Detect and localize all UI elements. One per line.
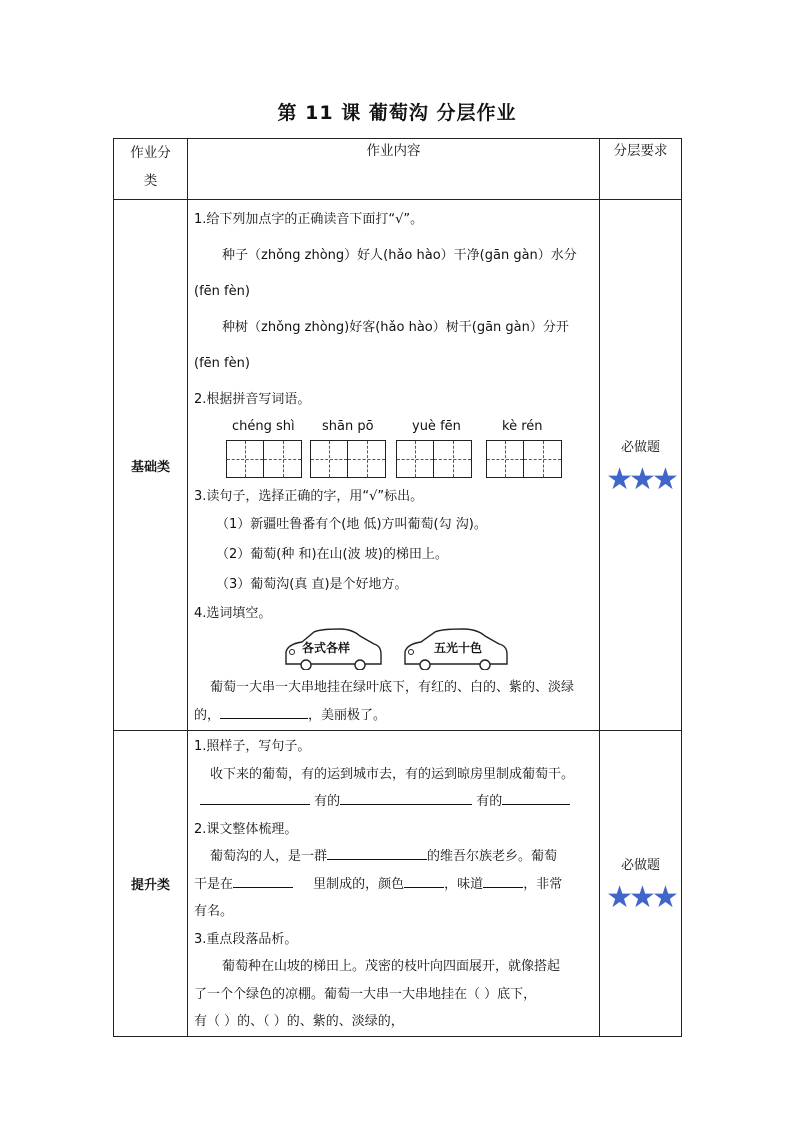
writing-grids (194, 440, 593, 484)
basic-content (188, 200, 600, 731)
adv-q3-p3: 有（ ）的、（ ）的、紫的、淡绿的， (194, 1014, 404, 1029)
fill-blank[interactable] (233, 873, 293, 888)
basic-q2-title: 2.根据拼音写词语。 (194, 392, 311, 407)
basic-requirement-label: 必做题 (620, 439, 660, 455)
adv-q1-you2: 有的 (476, 794, 503, 809)
advanced-requirement (600, 731, 682, 1037)
car-word-1: 各式各样 (302, 641, 351, 655)
fill-blank[interactable] (220, 704, 308, 719)
basic-q3-s1: （1）新疆吐鲁番有个(地 低)方叫葡萄(勾 沟)。 (216, 517, 487, 532)
basic-q3-s2: （2）葡萄(种 和)在山(波 坡)的梯田上。 (216, 547, 448, 562)
basic-q4-text2 (194, 702, 593, 730)
adv-q2-line2 (194, 871, 593, 899)
car-options (194, 628, 593, 674)
header-content: 作业内容 (188, 139, 600, 200)
fill-blank[interactable] (200, 790, 310, 805)
advanced-requirement-label: 必做题 (620, 857, 660, 873)
adv-q2-f: ，非常 (523, 876, 563, 892)
adv-q1-blanks (194, 788, 593, 816)
tian-grid-3[interactable] (396, 440, 472, 478)
fill-blank[interactable] (483, 873, 523, 888)
advanced-content (188, 731, 600, 1037)
fill-blank[interactable] (502, 790, 570, 805)
header-row (114, 139, 682, 200)
adv-q3-p2: 了一个个绿色的凉棚。葡萄一大串一大串地挂在（ ）底下， (194, 986, 537, 1002)
tian-grid-4[interactable] (486, 440, 562, 478)
pinyin-3: yuè fēn (412, 419, 461, 434)
tian-grid-2[interactable] (310, 440, 386, 478)
star-rating-icon: ★★★ (606, 461, 675, 497)
adv-q2-title: 2.课文整体梳理。 (194, 821, 298, 837)
pinyin-row (194, 418, 593, 440)
adv-q3-p1: 葡萄种在山坡的梯田上。茂密的枝叶向四面展开，就像搭起 (222, 959, 561, 974)
adv-q2-b: 的维吾尔族老乡。葡萄 (427, 849, 558, 864)
fill-blank[interactable] (404, 873, 444, 888)
pinyin-1: chéng shì (232, 419, 295, 434)
basic-q1-line3: 种树（zhǒng zhòng)好客(hǎo hào）树干(gān gàn）分开 (222, 320, 569, 335)
basic-q4-text2-a: 的， (194, 708, 221, 723)
basic-q1-line2: (fēn fèn) (194, 284, 250, 299)
header-requirement: 分层要求 (600, 139, 682, 200)
adv-q2-e: ，味道 (444, 876, 484, 892)
advanced-category: 提升类 (114, 731, 188, 1037)
fill-blank[interactable] (340, 790, 472, 805)
adv-q2-line3: 有名。 (194, 904, 234, 919)
adv-q1-title: 1.照样子，写句子。 (194, 739, 311, 754)
basic-q1-line1: 种子（zhǒng zhòng）好人(hǎo hào）干净(gān gàn）水分 (222, 248, 577, 263)
basic-q4-text1: 葡萄一大串一大串地挂在绿叶底下，有红的、白的、紫的、淡绿 (210, 680, 575, 695)
adv-q2-a: 葡萄沟的人，是一群 (210, 849, 328, 864)
basic-requirement (600, 200, 682, 731)
basic-row (114, 200, 682, 731)
page-title: 第 11 课 葡萄沟 分层作业 (277, 102, 517, 124)
basic-q1-title: 1.给下列加点字的正确读音下面打“√”。 (194, 212, 424, 227)
basic-q3-s3: （3）葡萄沟(真 直)是个好地方。 (216, 577, 408, 592)
adv-q3-title: 3.重点段落品析。 (194, 931, 298, 947)
star-rating-icon: ★★★ (606, 879, 675, 915)
homework-table (113, 138, 682, 1037)
adv-q1-you1: 有的 (314, 794, 341, 809)
car-word-2: 五光十色 (434, 641, 483, 655)
pinyin-2: shān pō (322, 419, 374, 434)
basic-q4-title: 4.选词填空。 (194, 606, 272, 621)
adv-q1-example: 收下来的葡萄，有的运到城市去，有的运到晾房里制成葡萄干。 (210, 766, 575, 782)
adv-q2-c: 干是在 (194, 876, 234, 892)
adv-q2-line1 (194, 843, 593, 871)
tian-grid-1[interactable] (226, 440, 302, 478)
basic-q4-text2-b: ，美丽极了。 (308, 708, 387, 723)
basic-q3-title: 3.读句子，选择正确的字，用“√”标出。 (194, 489, 424, 504)
pinyin-4: kè rén (502, 419, 543, 434)
basic-category: 基础类 (114, 200, 188, 731)
adv-q2-d: 里制成的，颜色 (313, 876, 405, 892)
basic-q1-line4: (fēn fèn) (194, 356, 250, 371)
fill-blank[interactable] (327, 845, 427, 860)
header-category: 作业分类 (114, 139, 188, 200)
advanced-row (114, 731, 682, 1037)
